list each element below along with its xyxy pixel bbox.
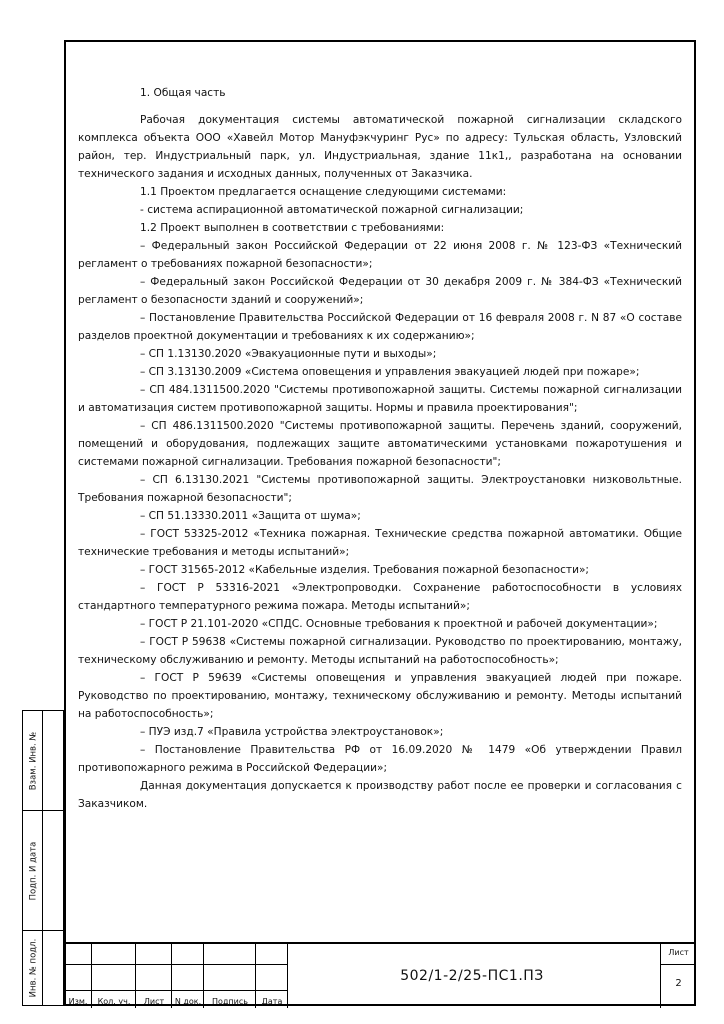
paragraph: – СП 6.13130.2021 "Системы противопожарной защиты. Электроустановки низковольтные. Требования пожарной безопасности"; xyxy=(78,474,682,504)
paragraph: – ГОСТ Р 53316-2021 «Электропроводки. Сохранение работоспособности в условиях стандартного температурного режима пожара. Методы испытаний»; xyxy=(78,582,682,612)
paragraph: – Постановление Правительства РФ от 16.09.2020 № 1479 «Об утверждении Правил противопожарного режима в Российской Федерации»; xyxy=(78,744,682,774)
paragraph: – ГОСТ Р 59638 «Системы пожарной сигнализации. Руководство по проектированию, монтажу, техническому обслуживанию и ремонту. Методы испытаний на работоспособность»; xyxy=(78,636,682,666)
sheet-label: Лист xyxy=(668,948,689,957)
side-label-vzam: Взам. Инв. № xyxy=(28,731,39,791)
paragraph: – Постановление Правительства Российской Федерации от 16 февраля 2008 г. N 87 «О составе разделов проектной документации и требованиях к их содержанию»; xyxy=(78,312,682,342)
col-list: Лист xyxy=(143,997,165,1006)
side-stamp xyxy=(22,710,64,1006)
side-cell-podp xyxy=(23,811,63,931)
paragraph: – Федеральный закон Российской Федерации от 30 декабря 2009 г. № 384-ФЗ «Технический регламент о безопасности зданий и сооружений»; xyxy=(78,276,682,306)
paragraph: – ГОСТ 53325-2012 «Техника пожарная. Технические средства пожарной автоматики. Общие технические требования и методы испытаний»; xyxy=(78,528,682,558)
paragraph: - система аспирационной автоматической пожарной сигнализации; xyxy=(140,204,524,216)
title-block xyxy=(64,942,696,1006)
paragraph: 1.1 Проектом предлагается оснащение следующими системами: xyxy=(140,186,507,198)
paragraph: – ГОСТ Р 21.101-2020 «СПДС. Основные требования к проектной и рабочей документации»; xyxy=(140,618,658,630)
paragraph: Рабочая документация системы автоматической пожарной сигнализации складского комплекса объекта ООО «Хавейл Мотор Мануфэкчуринг Рус» по адресу: Тульская область, Узловский район, тер. Индустриальный парк, ул. Индустриальная, здание 11к1,, разработана на основании технического задания и исходных данных, полученных от Заказчика. xyxy=(78,114,682,180)
paragraph: – ГОСТ Р 59639 «Системы оповещения и управления эвакуацией людей при пожаре. Руководство по проектированию, монтажу, техническому обслуживанию и ремонту. Методы испытаний на работоспособность»; xyxy=(78,672,682,720)
paragraph: – СП 3.13130.2009 «Система оповещения и управления эвакуацией людей при пожаре»; xyxy=(140,366,640,378)
paragraph: Данная документация допускается к производству работ после ее проверки и согласования с Заказчиком. xyxy=(78,780,682,810)
col-ndok: N док. xyxy=(174,997,202,1006)
paragraph: – ПУЭ изд.7 «Правила устройства электроустановок»; xyxy=(140,726,444,738)
side-label-podp: Подп. И дата xyxy=(28,841,38,901)
paragraph: – СП 484.1311500.2020 "Системы противопожарной защиты. Системы пожарной сигнализации и автоматизация систем противопожарной защиты. Нормы и правила проектирования"; xyxy=(78,384,682,414)
paragraph: – ГОСТ 31565-2012 «Кабельные изделия. Требования пожарной безопасности»; xyxy=(140,564,589,576)
col-data: Дата xyxy=(261,997,283,1006)
col-podpis: Подпись xyxy=(212,997,248,1006)
paragraph: – СП 51.13330.2011 «Защита от шума»; xyxy=(140,510,361,522)
side-cell-inv xyxy=(23,931,63,1005)
section-heading: 1. Общая часть xyxy=(140,87,226,99)
sheet-number: 2 xyxy=(675,978,682,989)
paragraph: 1.2 Проект выполнен в соответствии с требованиями: xyxy=(140,222,445,234)
sheet-box xyxy=(660,944,696,1008)
side-label-inv: Инв. № подл. xyxy=(28,938,38,998)
paragraph: – Федеральный закон Российской Федерации от 22 июня 2008 г. № 123-ФЗ «Технический регламент о требованиях пожарной безопасности»; xyxy=(78,240,682,270)
paragraph: – СП 486.1311500.2020 "Системы противопожарной защиты. Перечень зданий, сооружений, помещений и оборудования, подлежащих защите автоматическими установками пожаротушения и системами пожарной сигнализации. Требования пожарной безопасности"; xyxy=(78,420,682,468)
document-code: 502/1-2/25-ПС1.ПЗ xyxy=(400,968,544,984)
col-izm: Изм. xyxy=(68,997,88,1006)
side-cell-vzam xyxy=(23,711,63,811)
revision-grid xyxy=(64,944,288,1008)
paragraph: – СП 1.13130.2020 «Эвакуационные пути и выходы»; xyxy=(140,348,437,360)
document-body xyxy=(78,84,682,813)
col-kol: Кол. уч. xyxy=(97,997,131,1006)
